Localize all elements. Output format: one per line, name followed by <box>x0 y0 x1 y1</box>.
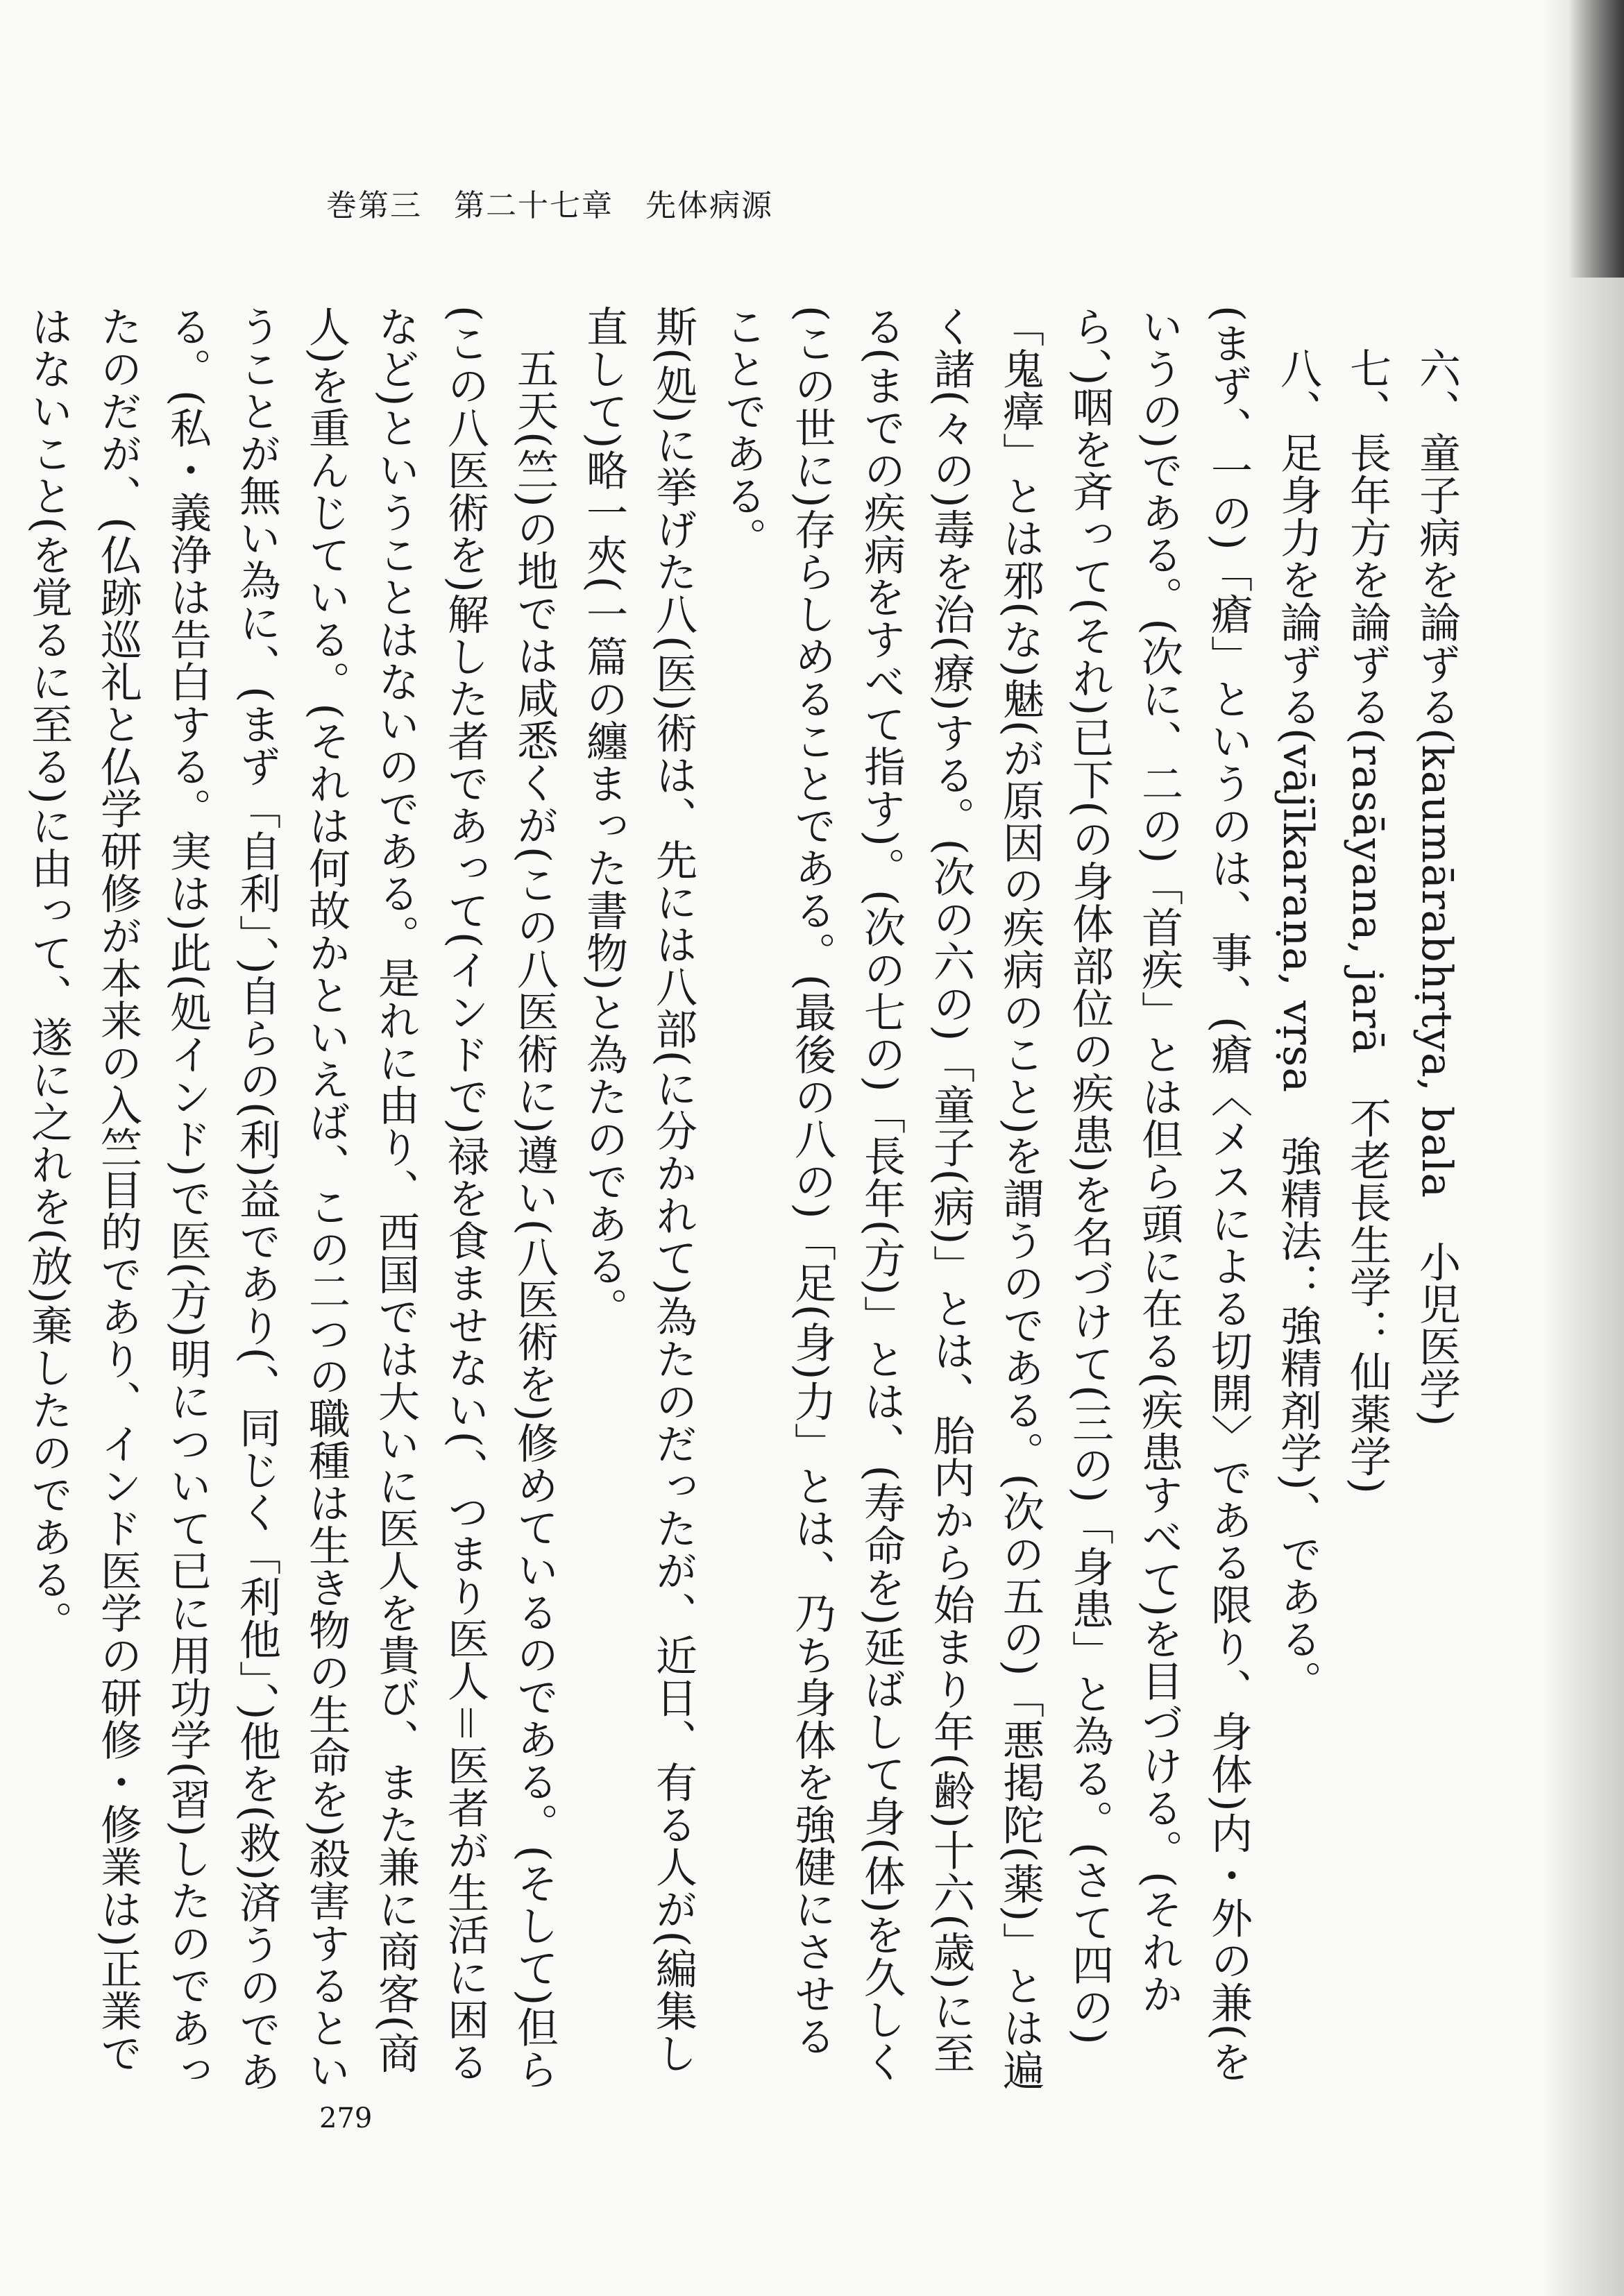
running-head: 巻第三 第二十七章 先体病源 <box>326 188 773 223</box>
scan-edge-mark <box>1568 0 1624 278</box>
page-number: 279 <box>319 2102 373 2134</box>
paragraph-five-indias: 五天(竺)の地では咸悉くが(この八医術に)遵い(八医術を)修めているのである。(そして)但ら(この八医術を)解した者であって(インドで)禄を食ませない(、つまり医人＝医者が生活に困るなど)ということはないのである。是れに由り、西国では大いに医人を貴び、また兼に商客(商人)を重んじている。(それは何故かといえば、この二つの職種は生き物の生命を)殺害するということが無い為に、(まず「自利」、)自らの(利)益であり(、同じく「利他」、)他を(救)済うのである。(私・義浄は告白する。実は)此(処インド)で医(方)明について已に用功学(習)したのであったのだが、(仏跡巡礼と仏学研修が本来の入竺目的であり、インド医学の研修・修業は)正業ではないこと(を覚るに至る)に由って、遂に之れを(放)棄したのである。 <box>24 305 559 2093</box>
list-item-8: 八、足身力を論ずる(vājīkaraṇa, vṛṣa 強精法：強精剤学)、である。 <box>1274 347 1322 1703</box>
paragraph-definitions: (まず、一の)「瘡」というのは、事、(瘡〈メスによる切開〉である限り、身体)内・外の兼(をいうの)である。(次に、二の)「首疾」とは但ら頭に在る(疾患すべて)を目づける。(それから、)咽を斉って(それ)已下(の身体部位の疾患)を名づけて(三の)「身患」と為る。(さて四の)「鬼瘴」とは邪(な)魅(が原因の疾病のこと)を謂うのである。(次の五の)「悪掲陀(薬)」とは遍く諸(々の)毒を治(療)する。(次の六の)「童子(病)」とは、胎内から始まり年(齢)十六(歳)に至る(までの疾病をすべて指す)。(次の七の)「長年(方)」とは、(寿命を)延ばして身(体)を久しく(この世に)存らしめることである。(最後の八の)「足(身)力」とは、乃ち身体を強健にさせることである。 <box>718 305 1253 2092</box>
vertical-text-body <box>24 305 1471 2095</box>
scan-edge-shadow <box>1541 0 1624 2296</box>
list-item-6: 六、童子病を論ずる(kaumārabhṛtya, bala 小児医学) <box>1412 347 1461 1427</box>
paragraph-compilation: 斯(処)に挙げた八(医)術は、先には八部(に分かれて)為たのだったが、近日、有る人が(編集し直して)略一夾(一篇の纏まった書物)と為たのである。 <box>580 305 697 2075</box>
list-item-7: 七、長年方を論ずる(rasāyana, jarā 不老長生学：仙薬学) <box>1343 347 1392 1495</box>
